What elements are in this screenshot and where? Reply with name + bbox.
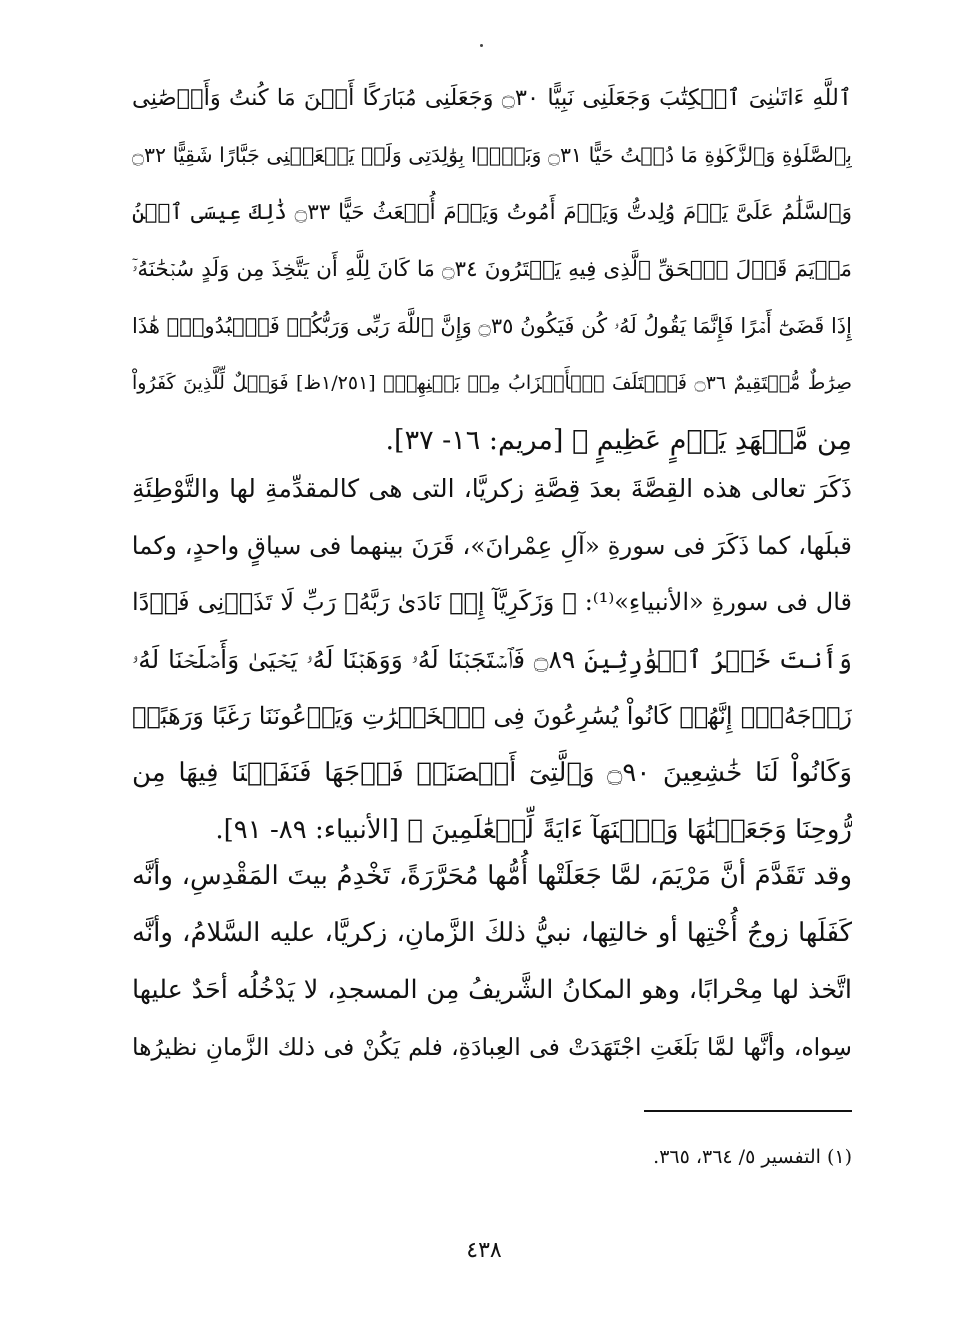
text-line: وَأَنتَ خَيۡرُ ٱلۡوَٰرِثِينَ ۝٨٩ فَٱسۡتَجَبۡنَا لَهُۥ وَوَهَبۡنَا لَهُۥ يَحۡيَىٰ وَأَصۡلَحۡنَا لَهُۥ bbox=[132, 645, 852, 674]
page-number: ٤٣٨ bbox=[466, 1238, 502, 1263]
text-line: زَوۡجَهُۥٓۚ إِنَّهُمۡ كَانُواْ يُسَٰرِعُونَ فِى ٱلۡخَيۡرَٰتِ وَيَدۡعُونَنَا رَغَبًا وَرَهَبًاۖ bbox=[132, 702, 852, 730]
text-line: إِذَا قَضَىٰٓ أَمۡرًا فَإِنَّمَا يَقُولُ لَهُۥ كُن فَيَكُونُ ۝٣٥ وَإِنَّ ٱللَّهَ رَبِّى وَرَبُّكُمۡ فَٱعۡبُدُوهُۚ هَٰذَا bbox=[132, 314, 852, 338]
footnote-separator bbox=[644, 1110, 852, 1112]
text-line: ذَكَرَ تعالى هذه القِصَّةَ بعدَ قِصَّةِ زكريَّا، التى هى كالمقدِّمةِ لها والتَّوْطِئَةِ bbox=[132, 474, 852, 503]
text-line: صِرَٰطٌ مُّسۡتَقِيمٌ ۝٣٦ فَٱخۡتَلَفَ ٱلۡأَحۡزَابُ مِنۢ بَيۡنِهِمۡۖ [١/٢٥١ظ] فَوَيۡلٌ لِّلَّذِينَ كَفَرُواْ bbox=[132, 372, 852, 394]
text-line: ٱللَّهِ ءَاتَىٰنِىَ ٱلۡكِتَٰبَ وَجَعَلَنِى نَبِيًّا ۝٣٠ وَجَعَلَنِى مُبَارَكًا أَيۡنَ مَا كُنتُ وَأَوۡصَٰنِى bbox=[132, 85, 852, 111]
footnote: (١) التفسير ٥/ ٣٦٤، ٣٦٥. bbox=[653, 1146, 852, 1168]
text-line: قال فى سورةِ «الأنبياءِ»⁽¹⁾: ﴿ وَزَكَرِيَّآ إِذۡ نَادَىٰ رَبَّهُۥ رَبِّ لَا تَذَرۡنِى فَرۡدًا bbox=[132, 588, 852, 616]
text-line: بِٱلصَّلَوٰةِ وَٱلزَّكَوٰةِ مَا دُمۡتُ حَيًّا ۝٣١ وَبَرَّۢا بِوَٰلِدَتِى وَلَمۡ يَجۡعَلۡنِى جَبَّارًا شَقِيًّا ۝٣٢ bbox=[132, 143, 852, 167]
text-line: قبلَها، كما ذَكَرَ فى سورةِ «آلِ عِمْرانَ»، قَرَنَ بينهما فى سياقٍ واحدٍ، وكما bbox=[132, 531, 852, 560]
text-line: اتَّخذ لها مِحْرابًا، وهو المكانُ الشَّريفُ مِن المسجدِ، لا يَدْخُلُه أحَدٌ عليها bbox=[132, 975, 852, 1005]
text-line: كَفَلَها زوجُ أُخْتِها أو خالتِها، نبيُّ ذلكَ الزَّمانِ، زكريَّا، عليه السَّلامُ، وأنَّه bbox=[132, 918, 852, 948]
text-line: سِواه، وأنَّها لمَّا بَلَغَتِ اجْتَهَدَتْ فى العِبادَةِ، فلم يَكُنْ فى ذلك الزَّمانِ نظيرُها bbox=[132, 1033, 852, 1061]
text-line: مَرۡيَمَ قَوۡلَ ٱلۡحَقِّ ٱلَّذِى فِيهِ يَمۡتَرُونَ ۝٣٤ مَا كَانَ لِلَّهِ أَن يَتَّخِذَ مِن وَلَدٍ سُبۡحَٰنَهُۥٓ bbox=[132, 257, 852, 282]
text-line: وَكَانُواْ لَنَا خَٰشِعِينَ ۝٩٠ وَٱلَّتِىٓ أَحۡصَنَتۡ فَرۡجَهَا فَنَفَخۡنَا فِيهَا مِن bbox=[132, 758, 852, 788]
text-line: رُّوحِنَا وَجَعَلۡنَٰهَا وَٱبۡنَهَآ ءَايَةً لِّلۡعَٰلَمِينَ ﴾ [الأنبياء: ٨٩- ٩١]. bbox=[215, 815, 852, 845]
text-line: وقد تَقَدَّمَ أنَّ مَرْيَمَ، لمَّا جَعَلَتْها أُمُّها مُحَرَّرَةً، تَخْدِمُ بيتَ المَقْدِسِ، وأنَّه bbox=[132, 861, 852, 891]
text-line: وَٱلسَّلَٰمُ عَلَىَّ يَوۡمَ وُلِدتُّ وَيَوۡمَ أَمُوتُ وَيَوۡمَ أُبۡعَثُ حَيًّا ۝٣٣ ذَٰلِكَ عِيسَى ٱبۡنُ bbox=[132, 200, 852, 225]
commentary-paragraph-2 bbox=[132, 848, 852, 1076]
commentary-paragraph-1 bbox=[132, 460, 852, 859]
quran-passage-maryam bbox=[132, 70, 852, 469]
text-line: مِن مَّشۡهَدِ يَوۡمٍ عَظِيمٍ ﴾ [مريم: ١٦- ٣٧]. bbox=[385, 425, 852, 456]
page-mark bbox=[480, 44, 483, 47]
